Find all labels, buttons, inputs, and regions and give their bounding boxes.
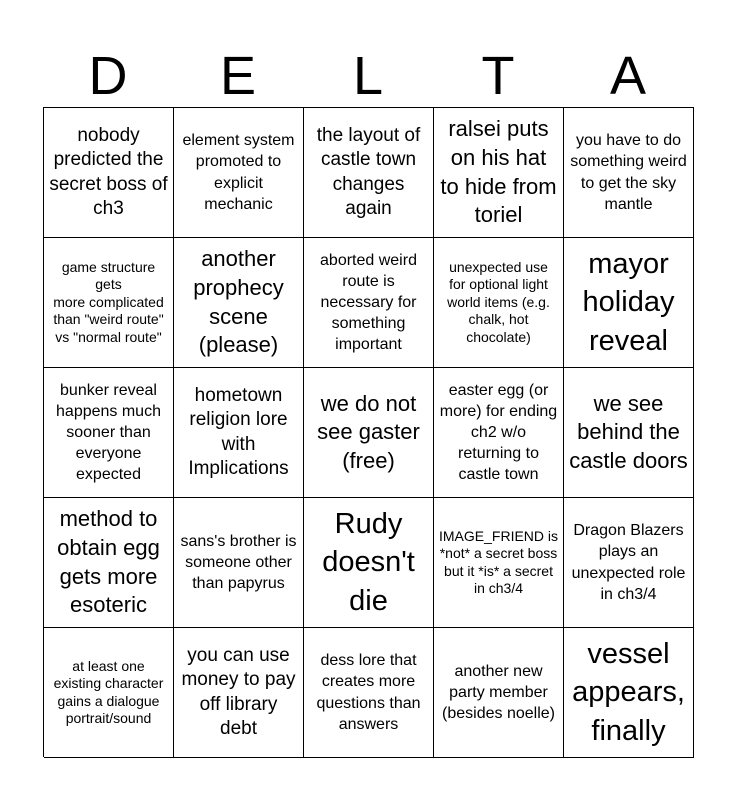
bingo-cell-r3c2[interactable]: hometown religion lore with Implications: [174, 368, 304, 498]
bingo-cell-r2c5[interactable]: mayor holiday reveal: [564, 238, 694, 368]
bingo-cell-r2c1[interactable]: game structure gets more complicated than "weird route" vs "normal route": [44, 238, 174, 368]
header-letter-a: A: [609, 46, 647, 106]
bingo-cell-r3c1[interactable]: bunker reveal happens much sooner than everyone expected: [44, 368, 174, 498]
header-letter-e: E: [219, 46, 257, 106]
bingo-header: [43, 46, 693, 106]
bingo-cell-r4c1[interactable]: method to obtain egg gets more esoteric: [44, 498, 174, 628]
bingo-cell-r3c5[interactable]: we see behind the castle doors: [564, 368, 694, 498]
bingo-cell-r4c3[interactable]: Rudy doesn't die: [304, 498, 434, 628]
bingo-cell-r3c3[interactable]: we do not see gaster (free): [304, 368, 434, 498]
bingo-cell-r5c4[interactable]: another new party member (besides noelle): [434, 628, 564, 758]
bingo-cell-r5c3[interactable]: dess lore that creates more questions than answers: [304, 628, 434, 758]
bingo-cell-r2c4[interactable]: unexpected use for optional light world items (e.g. chalk, hot chocolate): [434, 238, 564, 368]
bingo-cell-r2c2[interactable]: another prophecy scene (please): [174, 238, 304, 368]
bingo-cell-r3c4[interactable]: easter egg (or more) for ending ch2 w/o returning to castle town: [434, 368, 564, 498]
bingo-cell-r4c4[interactable]: IMAGE_FRIEND is *not* a secret boss but it *is* a secret in ch3/4: [434, 498, 564, 628]
bingo-cell-r5c5[interactable]: vessel appears, finally: [564, 628, 694, 758]
header-letter-d: D: [88, 46, 128, 106]
bingo-cell-r1c2[interactable]: element system promoted to explicit mechanic: [174, 108, 304, 238]
bingo-cell-r4c5[interactable]: Dragon Blazers plays an unexpected role in ch3/4: [564, 498, 694, 628]
header-letter-t: T: [481, 46, 515, 106]
bingo-cell-r1c1[interactable]: nobody predicted the secret boss of ch3: [44, 108, 174, 238]
bingo-cell-r5c2[interactable]: you can use money to pay off library debt: [174, 628, 304, 758]
bingo-cell-r4c2[interactable]: sans's brother is someone other than papyrus: [174, 498, 304, 628]
bingo-cell-r5c1[interactable]: at least one existing character gains a dialogue portrait/sound: [44, 628, 174, 758]
bingo-cell-r2c3[interactable]: aborted weird route is necessary for something important: [304, 238, 434, 368]
bingo-cell-r1c3[interactable]: the layout of castle town changes again: [304, 108, 434, 238]
bingo-cell-r1c4[interactable]: ralsei puts on his hat to hide from toriel: [434, 108, 564, 238]
bingo-cell-r1c5[interactable]: you have to do something weird to get the sky mantle: [564, 108, 694, 238]
bingo-board: [43, 107, 694, 757]
header-letter-l: L: [352, 46, 384, 106]
